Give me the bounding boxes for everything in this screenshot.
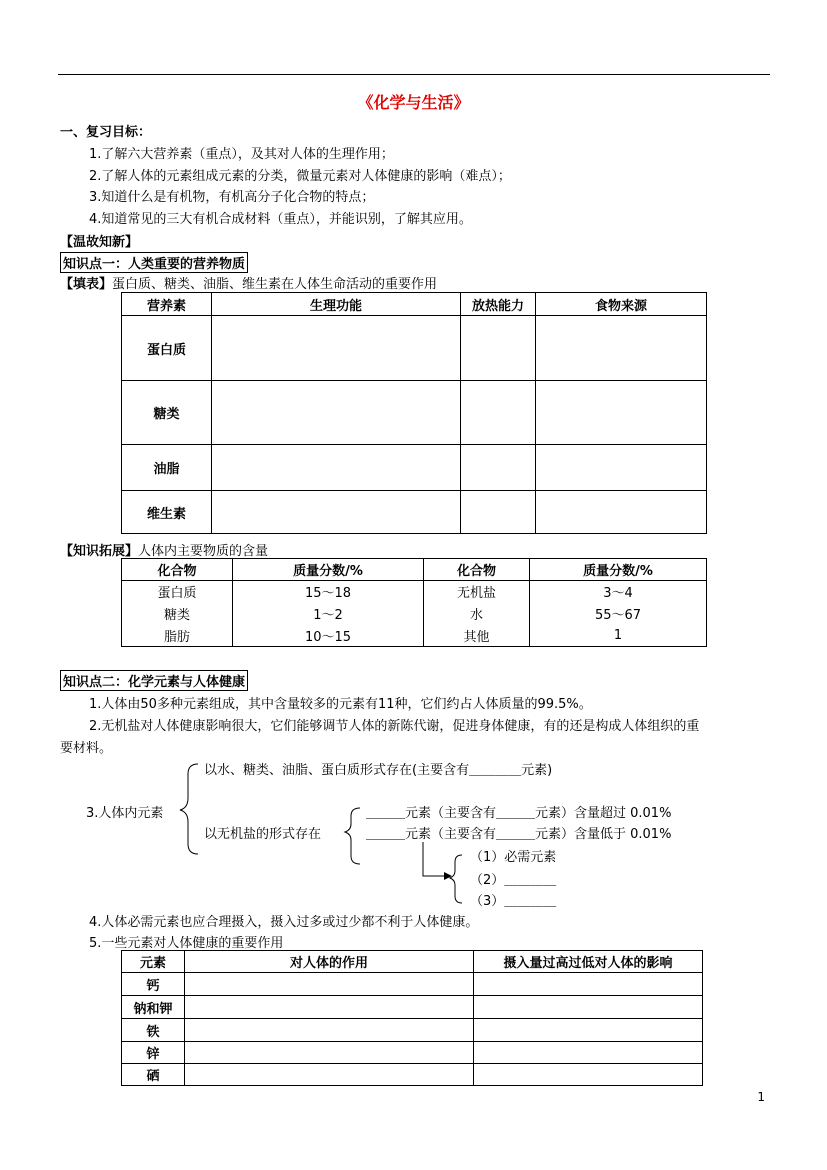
col-header: 质量分数/% <box>233 559 424 581</box>
row-label: 糖类 <box>122 381 212 445</box>
row-label: 油脂 <box>122 445 212 491</box>
row-label: 钙 <box>122 973 185 996</box>
cell: 其他 <box>424 625 530 647</box>
col-header: 化合物 <box>122 559 233 581</box>
empty-cell[interactable] <box>474 1064 703 1086</box>
brace-trace <box>450 855 462 903</box>
k2-paragraph: 2.无机盐对人体健康影响很大，它们能够调节人体的新陈代谢，促进身体健康，有的还是构成人体组织的重 <box>89 719 700 734</box>
tree-leaf: （1）必需元素 <box>470 850 557 865</box>
empty-cell[interactable] <box>185 1019 474 1042</box>
cell: 15～18 <box>233 581 424 603</box>
empty-cell[interactable] <box>474 973 703 996</box>
review-item: 1.了解六大营养素（重点），及其对人体的生理作用； <box>89 147 394 162</box>
arrow-line <box>423 842 444 876</box>
tree-leaf: （3）＿＿＿＿ <box>470 894 557 909</box>
brace-inorganic <box>345 808 360 864</box>
empty-cell[interactable] <box>474 1042 703 1064</box>
page-number: 1 <box>757 1090 765 1104</box>
cell: 水 <box>424 603 530 625</box>
row-label: 硒 <box>122 1064 185 1086</box>
empty-cell[interactable] <box>185 1042 474 1064</box>
ext-tag: 【知识拓展】 <box>60 544 139 559</box>
col-header: 元素 <box>122 951 185 973</box>
cell: 3～4 <box>530 581 707 603</box>
review-heading: 一、复习目标： <box>60 125 152 140</box>
fill-tag: 【填表】 <box>60 277 113 292</box>
empty-cell[interactable] <box>185 973 474 996</box>
cell: 10～15 <box>233 625 424 647</box>
empty-cell[interactable] <box>185 1064 474 1086</box>
col-header: 营养素 <box>122 293 212 316</box>
tree-branch: 以无机盐的形式存在 <box>204 827 322 842</box>
col-header: 放热能力 <box>461 293 536 316</box>
cell: 1 <box>530 625 707 647</box>
k2-paragraph: 要材料。 <box>60 741 113 756</box>
row-label: 维生素 <box>122 491 212 534</box>
tree-sub: ＿＿＿元素（主要含有＿＿＿元素）含量低于 0.01% <box>366 827 672 842</box>
col-header: 对人体的作用 <box>185 951 474 973</box>
col-header: 化合物 <box>424 559 530 581</box>
tree-leaf: （2）＿＿＿＿ <box>470 873 557 888</box>
page-title: 《化学与生活》 <box>357 93 470 112</box>
review-item: 3.知道什么是有机物，有机高分子化合物的特点； <box>89 190 375 205</box>
cell: 脂肪 <box>122 625 233 647</box>
k1-heading: 知识点一：人类重要的营养物质 <box>60 252 248 273</box>
cell: 糖类 <box>122 603 233 625</box>
row-label: 钠和钾 <box>122 996 185 1019</box>
review-item: 2.了解人体的元素组成元素的分类，微量元素对人体健康的影响（难点）； <box>89 169 511 184</box>
fill-text: 蛋白质、糖类、油脂、维生素在人体生命活动的重要作用 <box>112 277 438 292</box>
review-item: 4.知道常见的三大有机合成材料（重点），并能识别，了解其应用。 <box>89 212 472 227</box>
brace-main <box>180 764 198 854</box>
tree-sub: ＿＿＿元素（主要含有＿＿＿元素）含量超过 0.01% <box>366 806 672 821</box>
col-header: 食物来源 <box>536 293 707 316</box>
k2-paragraph: 1.人体由50多种元素组成，其中含量较多的元素有11种，它们约占人体质量的99.5%。 <box>89 697 592 712</box>
cell: 55～67 <box>530 603 707 625</box>
row-label: 铁 <box>122 1019 185 1042</box>
ext-text: 人体内主要物质的含量 <box>138 544 269 559</box>
col-header: 质量分数/% <box>530 559 707 581</box>
k2-paragraph: 4.人体必需元素也应合理摄入，摄入过多或过少都不利于人体健康。 <box>89 915 479 930</box>
empty-cell[interactable] <box>474 1019 703 1042</box>
wengu-heading: 【温故知新】 <box>60 235 139 250</box>
cell: 蛋白质 <box>122 581 233 603</box>
col-header: 摄入量过高过低对人体的影响 <box>474 951 703 973</box>
col-header: 生理功能 <box>212 293 461 316</box>
cell: 无机盐 <box>424 581 530 603</box>
row-label: 蛋白质 <box>122 316 212 381</box>
k2-heading: 知识点二：化学元素与人体健康 <box>60 670 248 691</box>
row-label: 锌 <box>122 1042 185 1064</box>
element-table <box>121 950 703 1086</box>
empty-cell[interactable] <box>474 996 703 1019</box>
cell: 1～2 <box>233 603 424 625</box>
tree-branch: 以水、糖类、油脂、蛋白质形式存在(主要含有＿＿＿＿元素) <box>204 763 553 778</box>
empty-cell[interactable] <box>185 996 474 1019</box>
tree-root: 3.人体内元素 <box>86 806 164 821</box>
k2-paragraph: 5.一些元素对人体健康的重要作用 <box>89 936 284 951</box>
